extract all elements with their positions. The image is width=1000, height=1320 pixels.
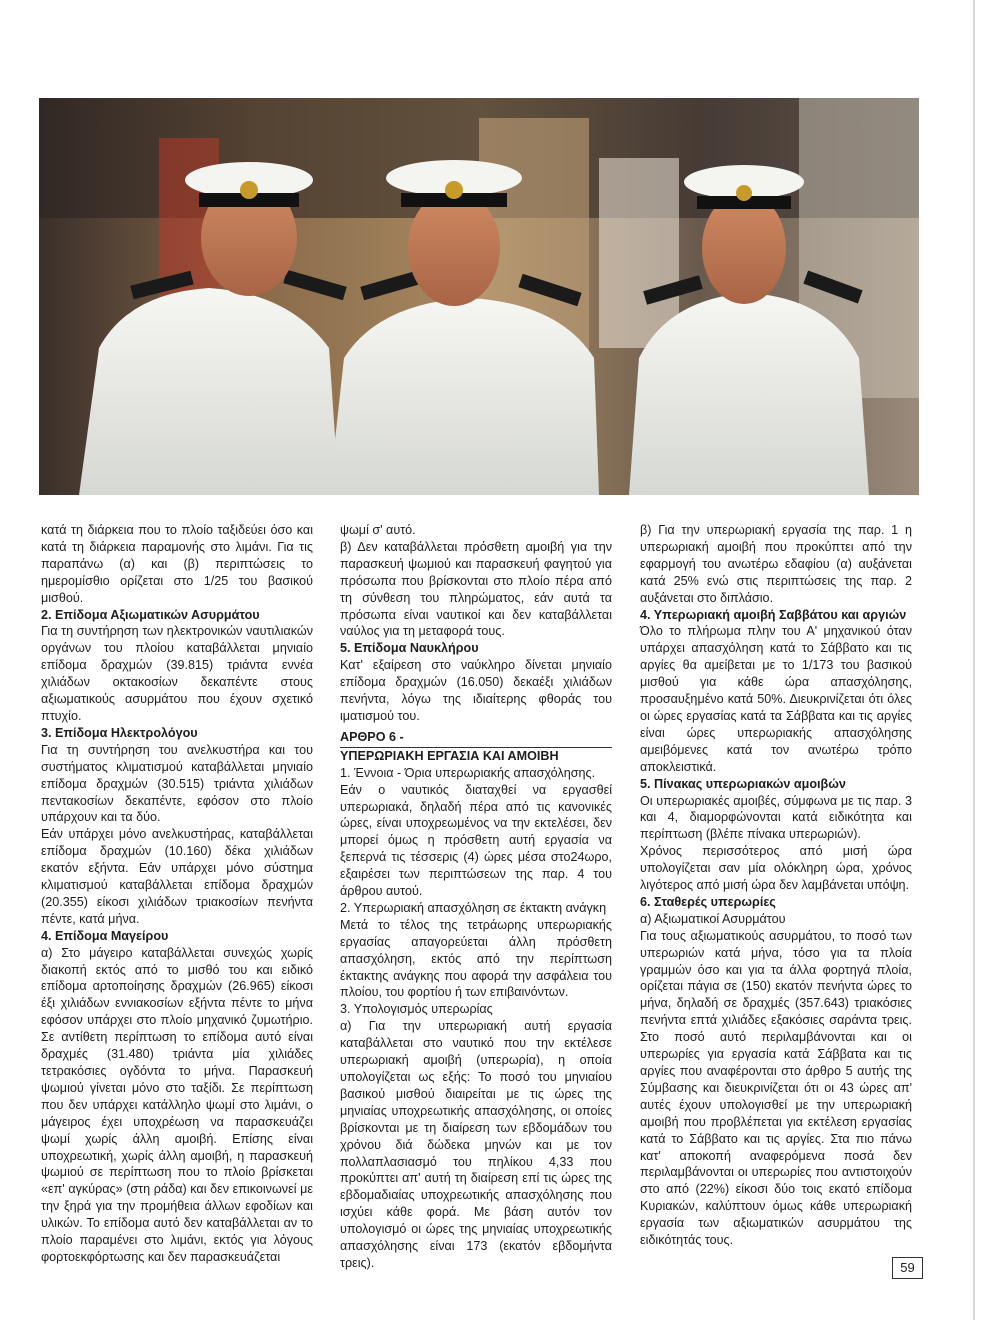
section-heading: 2. Επίδομα Αξιωματικών Ασυρμάτου xyxy=(41,607,260,622)
section-heading: 4. Υπερωριακή αμοιβή Σαββάτου και αργιών xyxy=(640,607,907,622)
paragraph: α) Στο μάγειρο καταβάλλεται συνεχώς χωρίς διακοπή εκτός από το μισθό του και ειδικό επίδομα αρτοποίησης δραχμών (26.965) είκοσι έξι χιλιάδων εννιακοσίων εξήντα πέντε το μήνα εφόσον υπάρχει στο πλοίο μηχανικό ζυμωτήριο. Σε αντίθετη περίπτωση το επίδομα αυτό είναι δραχμές (31.480) τριάντα μία χιλιάδες τετρακόσιες ογδόντα το μήνα. Παρασκευή ψωμιού γίνεται μόνο στο ταξίδι. Σε περίπτωση που δεν υπάρχει κατάλληλο ψωμί στο λιμάνι, ο μάγειρος έχει υποχρέωση να παρασκευάζει ψωμί χωρίς άλλη αμοιβή. Επίσης είναι υποχρεωτική, χωρίς άλλη αμοιβή, η παρασκευή ψωμιού σε περίπτωση που το πλοίο βρίσκεται «επ' αγκύρας» (στη ράδα) και δεν επικοινωνεί με την ξηρά για την προμήθεια άλλων εφοδίων και υλικών. Το επίδομα αυτό δεν καταβάλλεται αν το πλοίο παραμένει στο λιμάνι, εκτός για λόγους φορτοεκφόρτωσης και δεν παρασκευάζεται xyxy=(41,945,313,1264)
text-column-2 xyxy=(340,522,612,1272)
paragraph: Για τους αξιωματικούς ασυρμάτου, το ποσό των υπερωριών κατά μήνα, τόσο για τα πλοία γραμμών όσο και για τα άλλα φορτηγά πλοία, ορίζεται πάγια σε (150) εκατόν πενήντα ώρες το μήνα, δηλαδή σε δραχμές (357.643) τριακόσιες πενήντα επτά χιλιάδες εξακόσιες σαράντα τρεις. Στο ποσό αυτό περιλαμβάνονται και οι υπερωρίες για εργασία κατά Σάββατα και τις αργίες που αναφέρονται στο άρθρο 5 αυτής της Σύμβασης και διευκρινίζεται ότι οι 43 ώρες απ' αυτές έχουν υπολογισθεί με την υπερωριακή αμοιβή που προβλέπεται για εκτέλεση εργασίας κατά το Σάββατο και τις αργίες. Στα πιο πάνω κατ' αποκοπή αναφερόμενα ποσά δεν περιλαμβάνονται οι υπερωρίες που αντιστοιχούν στο από (22%) είκοσι δύο τοις εκατό επίδομα Κυριακών, καλύπτουν όμως κάθε υπερωριακή εργασία των αξιωματικών ασυρμάτου της ειδικότητάς τους. xyxy=(640,928,912,1248)
section-heading: 5. Επίδομα Ναυκλήρου xyxy=(340,641,479,656)
paragraph: Οι υπερωριακές αμοιβές, σύμφωνα με τις παρ. 3 και 4, διαμορφώνονται κατά ειδικότητα και περίπτωση (βλέπε πίνακα υπερωριών). xyxy=(640,793,912,842)
officers-photo xyxy=(39,98,919,495)
subsection-heading: 3. Υπολογισμός υπερωρίας xyxy=(340,1002,493,1017)
article-title: ΥΠΕΡΩΡΙΑΚΗ ΕΡΓΑΣΙΑ ΚΑΙ ΑΜΟΙΒΗ xyxy=(340,748,559,763)
paragraph: Εάν υπάρχει μόνο ανελκυστήρας, καταβάλλεται επίδομα δραχμών (10.160) δέκα χιλιάδων εκατόν εξήντα. Εάν υπάρχει μόνο σύστημα κλιματισμού καταβάλλεται επίδομα δραχμών (20.355) είκοσι χιλιάδων τριακοσίων πενήντα πέντε, κατά μήνα. xyxy=(41,827,313,926)
paragraph: α) Για την υπερωριακή αυτή εργασία καταβάλλεται στο ναυτικό που την εκτέλεσε υπερωριακή αμοιβή (υπερωρία), η οποία υπολογίζεται ως εξής: Το ποσό του μηνιαίου βασικού μισθού διαιρείται με τις ώρες της μηνιαίας υποχρεωτικής απασχόλησης, οι οποίες βρίσκονται με τη διαίρεση των εβδομάδων του χρόνου διά δώδεκα μηνών και με τον πολλαπλασιασμό του πηλίκου 4,33 που προκύπτει απ' αυτή τη διαίρεση επί τις ώρες της εβδομαδιαίας υποχρεωτικής απασχόλησης που ισχύει κάθε φορά. Με βάση αυτόν τον υπολογισμό οι ώρες της μηνιαίας υποχρεωτικής απασχόλησης είναι 173 (εκατόν εβδομήντα τρεις). xyxy=(340,1019,612,1270)
subsection-heading: α) Αξιωματικοί Ασυρμάτου xyxy=(640,911,786,926)
page-edge-line xyxy=(973,0,975,1320)
paragraph: ψωμί σ' αυτό. xyxy=(340,523,416,537)
paragraph: Για τη συντήρηση του ανελκυστήρα και του συστήματος κλιματισμού καταβάλλεται μηνιαίο επίδομα δραχμών (30.515) τριάντα χιλιάδων πεντακοσίων δεκαπέντε, εφόσον στο πλοίο υπάρχουν και τα δύο. xyxy=(41,742,313,825)
section-heading: 5. Πίνακας υπερωριακών αμοιβών xyxy=(640,776,846,791)
text-column-3 xyxy=(640,522,912,1249)
section-heading: 3. Επίδομα Ηλεκτρολόγου xyxy=(41,725,198,740)
paragraph: Μετά το τέλος της τετράωρης υπερωριακής εργασίας απαγορεύεται άλλη πρόσθετη απασχόληση, εκτός από την περίπτωση έκτακτης ανάγκης που αφορά την ασφάλεια του πλοίου, του φορτίου ή των επιβαινόντων. xyxy=(340,917,612,1000)
section-heading: 6. Σταθερές υπερωρίες xyxy=(640,894,776,909)
text-column-1 xyxy=(41,522,313,1266)
page-number: 59 xyxy=(892,1257,923,1279)
subsection-heading: 2. Υπερωριακή απασχόληση σε έκτακτη ανάγκη xyxy=(340,900,607,915)
paragraph: β) Για την υπερωριακή εργασία της παρ. 1 η υπερωριακή αμοιβή που προκύπτει από την εφαρμογή του ανωτέρω εδαφίου (α) αυξάνεται κατά 25% ενώ στις περιπτώσεις της παρ. 2 αυξάνεται στο διπλάσιο. xyxy=(640,523,912,605)
paragraph: κατά τη διάρκεια που το πλοίο ταξιδεύει όσο και κατά τη διάρκεια παραμονής στο λιμάνι. Για τις παραπάνω (α) και (β) περιπτώσεις το ημερομίσθιο ορίζεται στο 1/25 του βασικού μισθού. xyxy=(41,523,313,605)
paragraph: Εάν ο ναυτικός διαταχθεί να εργασθεί υπερωριακά, δηλαδή πέρα από τις κανονικές ώρες, είναι υποχρεωμένος να την εκτελέσει, δεν μπορεί όμως η πρόσθετη αυτή εργασία να ξεπερνά τις τέσσερις (4) ώρες μέσα στο24ωρο, εξαιρέσει των περιπτώσεων της παρ. 4 του άρθρου αυτού. xyxy=(340,782,612,899)
paragraph: β) Δεν καταβάλλεται πρόσθετη αμοιβή για την παρασκευή ψωμιού και παρασκευή φαγητού για πρόσωπα που βρίσκονται στο πλοίο πέρα από τη σύνθεση του πληρώματος, εάν αυτά τα πρόσωπα είναι ναυτικοί και δεν καταβάλλεται ναύλος για τη μεταφορά τους. xyxy=(340,539,612,639)
paragraph: Κατ' εξαίρεση στο ναύκληρο δίνεται μηνιαίο επίδομα δραχμών (16.050) δεκαέξι χιλιάδων πενήντα, λόγω της ιδιαίτερης φθοράς του ιματισμού του. xyxy=(340,658,612,723)
paragraph: Χρόνος περισσότερος από μισή ώρα υπολογίζεται σαν μία ολόκληρη ώρα, χρόνος λιγότερος από μισή ώρα δεν λαμβάνεται υπόψη. xyxy=(640,844,912,893)
section-heading: 4. Επίδομα Μαγείρου xyxy=(41,928,169,943)
paragraph: Για τη συντήρηση των ηλεκτρονικών ναυτιλιακών οργάνων του πλοίου καταβάλλεται μηνιαίο επίδομα δραχμών (39.815) τριάντα εννέα χιλιάδων οκτακοσίων δεκαπέντε στους αξιωματικούς ασυρμάτου που έχουν σχετικό πτυχίο. xyxy=(41,624,313,723)
article-number: ΑΡΘΡΟ 6 - xyxy=(340,729,612,748)
subsection-heading: 1. Έννοια - Όρια υπερωριακής απασχόλησης. xyxy=(340,765,596,780)
paragraph: Όλο το πλήρωμα πλην του Α' μηχανικού όταν υπάρχει απασχόληση κατά το Σάββατο και τις αργίες θα αμείβεται με το 1/173 του βασικού μισθού για κάθε ώρα απασχόλησης, προσαυξημένο κατά 50%. Διευκρινίζεται ότι όλες οι ώρες εργασίας κατά τα Σάββατα και τις αργίες είναι ώρες υπερωριακής απασχόλησης αμειβόμενες κατά τον ανωτέρω τρόπο αποκλειστικά. xyxy=(640,624,912,774)
